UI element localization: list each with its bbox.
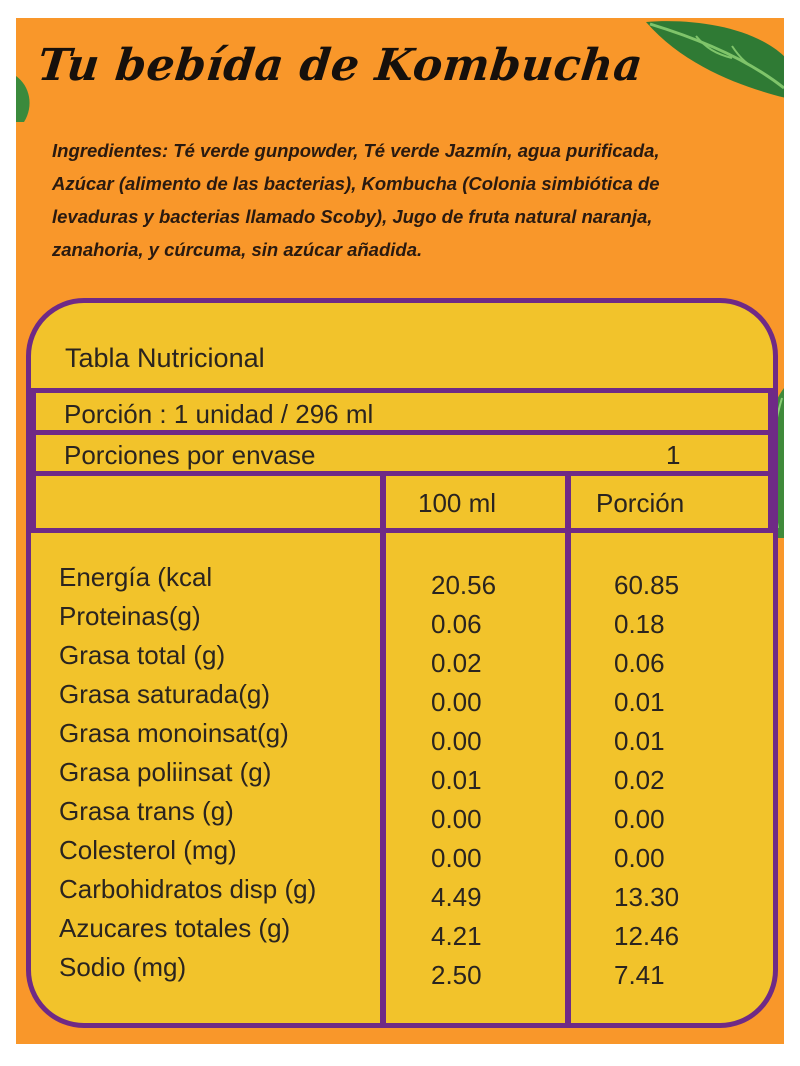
- nutrient-per100: 4.21: [431, 921, 482, 951]
- serving-row: [31, 388, 773, 435]
- ingredients-text: [52, 134, 742, 266]
- page-title: Tu bebída de Kombucha: [35, 40, 646, 91]
- servings-per-container-value: 1: [666, 440, 681, 470]
- nutrient-per100: 2.50: [431, 960, 482, 990]
- nutrient-portion: 0.01: [614, 687, 665, 717]
- leaf-icon: [16, 76, 36, 122]
- nutrient-name: Azucares totales (g): [59, 913, 291, 943]
- column-divider: [565, 471, 571, 1028]
- column-header-portion: Porción: [596, 488, 685, 518]
- serving-label: Porción : 1 unidad / 296 ml: [64, 399, 374, 429]
- nutrient-name: Grasa total (g): [59, 640, 226, 670]
- nutrition-table: [26, 298, 778, 1028]
- nutrient-name: Grasa saturada(g): [59, 679, 270, 709]
- nutrient-per100: 0.00: [431, 726, 482, 756]
- nutrient-portion: 0.06: [614, 648, 665, 678]
- ingredients-line: Ingredientes: Té verde gunpowder, Té verde Jazmín, agua purificada,: [52, 140, 660, 161]
- nutrient-per100: 0.00: [431, 843, 482, 873]
- nutrient-portion: 0.02: [614, 765, 665, 795]
- nutrient-name: Sodio (mg): [59, 952, 187, 982]
- nutrient-per100: 0.02: [431, 648, 482, 678]
- column-divider: [380, 471, 386, 1028]
- label-panel: [16, 18, 784, 1044]
- nutrient-per100: 0.06: [431, 609, 482, 639]
- nutrient-portion: 13.30: [614, 882, 680, 912]
- leaf-icon: [636, 18, 784, 98]
- ingredients-line: Azúcar (alimento de las bacterias), Kombucha (Colonia simbiótica de: [52, 173, 660, 194]
- nutrient-per100: 4.49: [431, 882, 482, 912]
- servings-per-container-row: [31, 430, 773, 476]
- column-header-row: [31, 471, 773, 533]
- nutrient-per100: 0.00: [431, 804, 482, 834]
- nutrient-portion: 60.85: [614, 570, 680, 600]
- nutrient-portion: 0.00: [614, 843, 665, 873]
- servings-per-container-label: Porciones por envase: [64, 440, 316, 470]
- nutrient-portion: 0.00: [614, 804, 665, 834]
- nutrient-name: Proteinas(g): [59, 601, 201, 631]
- nutrient-portion: 12.46: [614, 921, 680, 951]
- nutrient-name: Carbohidratos disp (g): [59, 874, 317, 904]
- ingredients-line: levaduras y bacterias llamado Scoby), Jugo de fruta natural naranja,: [52, 206, 653, 227]
- nutrient-name: Grasa poliinsat (g): [59, 757, 272, 787]
- nutrient-portion: 0.01: [614, 726, 665, 756]
- nutrient-portion: 0.18: [614, 609, 665, 639]
- ingredients-line: zanahoria, y cúrcuma, sin azúcar añadida.: [52, 239, 423, 260]
- nutrient-name: Colesterol (mg): [59, 835, 237, 865]
- column-header-100ml: 100 ml: [418, 488, 497, 518]
- nutrient-name: Energía (kcal: [59, 562, 213, 592]
- nutrition-title: Tabla Nutricional: [65, 343, 265, 373]
- nutrient-per100: 0.01: [431, 765, 482, 795]
- nutrient-portion: 7.41: [614, 960, 665, 990]
- nutrient-name: Grasa trans (g): [59, 796, 234, 826]
- nutrient-per100: 0.00: [431, 687, 482, 717]
- nutrient-name: Grasa monoinsat(g): [59, 718, 289, 748]
- nutrient-per100: 20.56: [431, 570, 497, 600]
